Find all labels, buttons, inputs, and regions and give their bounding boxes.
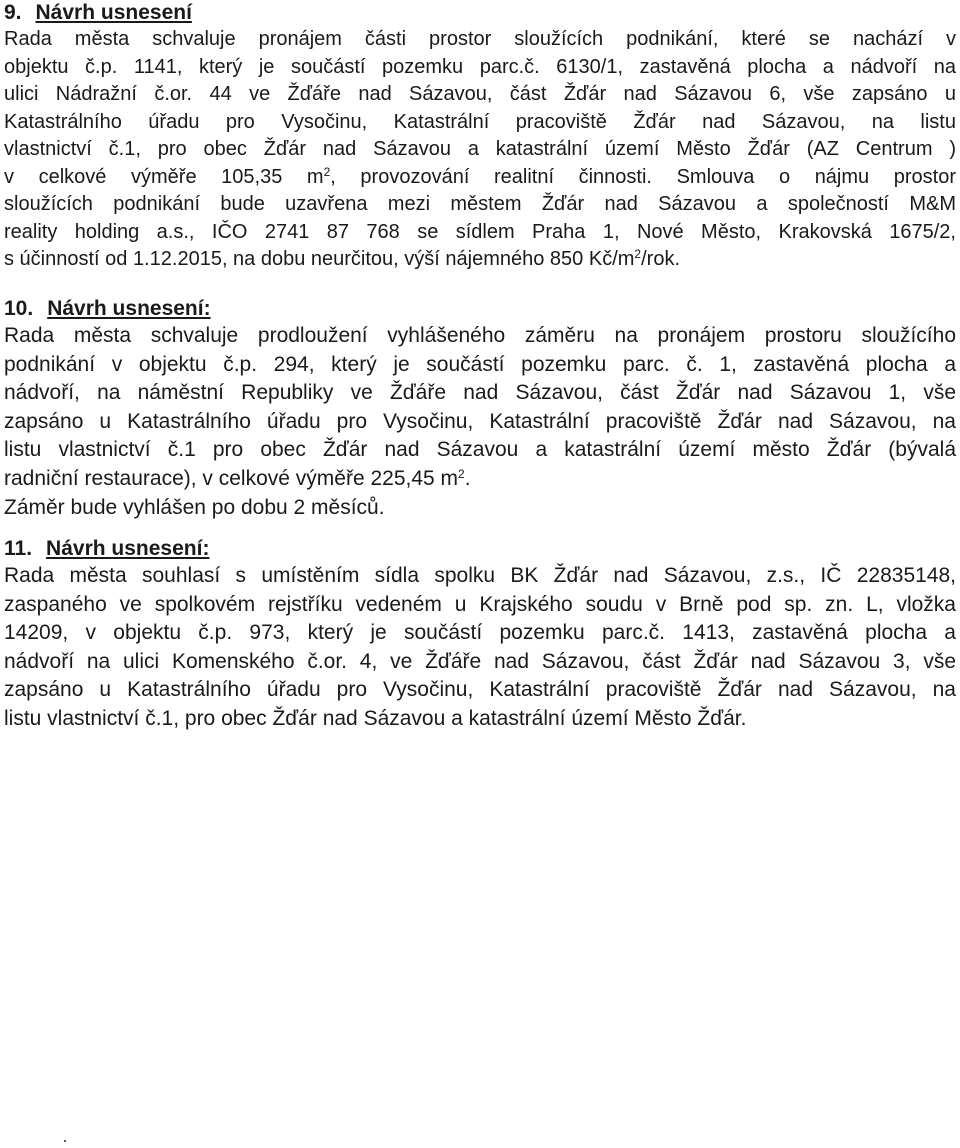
text-line: listu vlastnictví č.1, pro obec Žďár nad Sázavou a katastrální území Město Žďár. [4,706,747,730]
text-fragment: /rok. [641,248,681,270]
text-line: sloužících podnikání bude uzavřena mezi městem Žďár nad Sázavou a společností M&M [4,193,956,215]
text-line [4,246,956,274]
text-line: vlastnictví č.1, pro obec Žďár nad Sázavou a katastrální území Město Žďár (AZ Centrum ) [4,138,956,160]
superscript: 2 [323,164,331,179]
text-fragment: . [464,466,471,490]
section-title: Návrh usnesení [35,1,192,24]
section-body [4,562,956,734]
text-line: Rada města schvaluje prodloužení vyhlášeného záměru na pronájem prostoru sloužícího [4,324,956,347]
text-line [4,465,956,494]
text-line [4,164,956,192]
text-line: podnikání v objektu č.p. 294, který je součástí pozemku parc. č. 1, zastavěná plocha a [4,352,956,376]
text-fragment: , provozování realitní činnosti. Smlouva o nájmu prostor [330,165,957,188]
text-line: Rada města schvaluje pronájem části prostor sloužících podnikání, které se nachází v [4,28,956,50]
text-line: objektu č.p. 1141, který je součástí pozemku parc.č. 6130/1, zastavěná plocha a nádvoří na [4,55,956,78]
scan-speck [64,1140,66,1142]
text-line: nádvoří, na náměstní Republiky ve Žďáře nad Sázavou, část Žďár nad Sázavou 1, vše [4,381,956,405]
text-fragment: v celkové výměře 105,35 m [4,165,324,188]
text-line: listu vlastnictví č.1 pro obec Žďár nad Sázavou a katastrální území město Žďár (bývalá [4,438,956,462]
section-heading [4,296,956,322]
text-line: 14209, v objektu č.p. 973, který je součástí pozemku parc.č. 1413, zastavěná plocha a [4,621,956,645]
text-line: zapsáno u Katastrálního úřadu pro Vysočinu, Katastrální pracoviště Žďár nad Sázavou, na [4,678,956,702]
section-title: Návrh usnesení: [47,297,211,320]
section-heading [4,536,956,562]
superscript: 2 [634,247,642,261]
section-10 [4,296,956,522]
section-heading [4,0,956,26]
text-line: zapsáno u Katastrálního úřadu pro Vysočinu, Katastrální pracoviště Žďár nad Sázavou, na [4,409,956,433]
section-11 [4,536,956,734]
text-line: Záměr bude vyhlášen po dobu 2 měsíců. [4,495,385,519]
section-body [4,26,956,274]
section-number: 10. [4,297,34,320]
superscript: 2 [458,466,465,481]
text-line: reality holding a.s., IČO 2741 87 768 se sídlem Praha 1, Nové Město, Krakovská 1675/2, [4,220,956,243]
text-line: Katastrálního úřadu pro Vysočinu, Katastrální pracoviště Žďár nad Sázavou, na listu [4,110,956,133]
text-fragment: radniční restaurace), v celkové výměře 225,45 m [4,466,459,490]
text-line: Rada města souhlasí s umístěním sídla spolku BK Žďár nad Sázavou, z.s., IČ 22835148, [4,564,956,587]
text-line: ulici Nádražní č.or. 44 ve Žďáře nad Sázavou, část Žďár nad Sázavou 6, vše zapsáno u [4,83,956,105]
section-title: Návrh usnesení: [46,537,210,560]
text-line: zaspaného ve spolkovém rejstříku vedeném u Krajského soudu v Brně pod sp. zn. L, vložka [4,592,956,616]
text-line: nádvoří na ulici Komenského č.or. 4, ve Žďáře nad Sázavou, část Žďár nad Sázavou 3, vše [4,649,956,673]
section-number: 11. [4,537,33,560]
section-9 [4,0,956,274]
text-fragment: s účinností od 1.12.2015, na dobu neurčitou, výší nájemného 850 Kč/m [4,248,635,270]
section-number: 9. [4,1,22,24]
section-body [4,322,956,522]
